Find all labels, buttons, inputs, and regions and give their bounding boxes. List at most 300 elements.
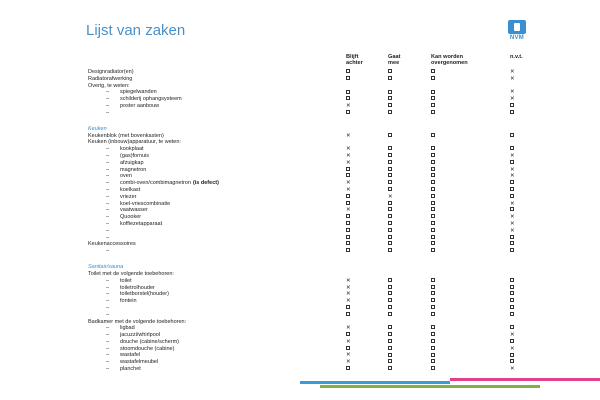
empty-checkbox[interactable] (510, 180, 514, 187)
empty-checkbox[interactable] (510, 305, 514, 312)
dash-marker: – (106, 332, 110, 339)
list-row (88, 241, 528, 248)
dash-marker: – (106, 146, 110, 153)
empty-checkbox[interactable] (388, 339, 392, 346)
empty-checkbox[interactable] (388, 153, 392, 160)
item-label-text: douche (cabine/scherm) (120, 338, 180, 345)
checked-checkbox[interactable]: ✕ (510, 173, 515, 180)
empty-checkbox[interactable] (431, 359, 435, 366)
list-item (88, 312, 528, 319)
empty-checkbox[interactable] (346, 241, 350, 248)
decorative-stripes (300, 372, 600, 392)
list-item (88, 89, 528, 96)
list-item (88, 194, 528, 201)
empty-checkbox[interactable] (510, 339, 514, 346)
item-label (120, 103, 159, 110)
empty-checkbox[interactable] (510, 241, 514, 248)
empty-checkbox[interactable] (388, 180, 392, 187)
empty-checkbox[interactable] (431, 133, 435, 140)
list-item (88, 352, 528, 359)
list-item (88, 228, 528, 235)
item-label-text: spiegelwanden (120, 89, 157, 96)
dash-marker: – (106, 248, 110, 255)
item-label-text: Quooker (120, 214, 142, 221)
checked-checkbox[interactable]: ✕ (346, 284, 351, 291)
empty-checkbox[interactable] (388, 76, 392, 83)
empty-checkbox[interactable] (431, 291, 435, 298)
list-item (88, 207, 528, 214)
column-header-nvt (510, 54, 523, 60)
list-item (88, 298, 528, 305)
list-item (88, 110, 528, 117)
empty-checkbox[interactable] (346, 248, 350, 255)
empty-checkbox[interactable] (431, 241, 435, 248)
empty-checkbox[interactable] (510, 207, 514, 214)
empty-checkbox[interactable] (510, 359, 514, 366)
spacer (88, 117, 528, 126)
item-label (120, 298, 137, 305)
checked-checkbox[interactable]: ✕ (510, 89, 515, 96)
list-item (88, 103, 528, 110)
dash-marker: – (106, 159, 110, 166)
item-label-text: planchet (120, 366, 141, 373)
empty-checkbox[interactable] (346, 332, 350, 339)
empty-checkbox[interactable] (388, 173, 392, 180)
item-label (120, 325, 135, 332)
empty-checkbox[interactable] (388, 221, 392, 228)
dash-marker: – (106, 207, 110, 214)
dash-marker: – (106, 166, 110, 173)
dash-marker: – (106, 96, 110, 103)
column-header-kan-worden-overgenomen (431, 54, 468, 67)
column-header-line: Gaat (388, 54, 401, 60)
item-label (120, 221, 162, 228)
item-label (88, 83, 130, 90)
empty-checkbox[interactable] (346, 201, 350, 208)
list-item (88, 235, 528, 242)
item-label (120, 201, 170, 208)
empty-checkbox[interactable] (388, 305, 392, 312)
item-label (120, 187, 140, 194)
dash-marker: – (106, 109, 110, 116)
item-label-text: oven (120, 173, 132, 180)
item-label-text: vriezer (120, 193, 137, 200)
item-label-text: wastafel (120, 352, 141, 359)
empty-checkbox[interactable] (388, 298, 392, 305)
empty-checkbox[interactable] (510, 352, 514, 359)
item-label-text: kookplaat (120, 146, 144, 153)
empty-checkbox[interactable] (431, 146, 435, 153)
dash-marker: – (106, 352, 110, 359)
list-item (88, 167, 528, 174)
empty-checkbox[interactable] (431, 285, 435, 292)
list-item (88, 346, 528, 353)
empty-checkbox[interactable] (388, 325, 392, 332)
empty-checkbox[interactable] (431, 332, 435, 339)
item-label (120, 339, 179, 346)
empty-checkbox[interactable] (388, 285, 392, 292)
checked-checkbox[interactable]: ✕ (510, 152, 515, 159)
list-row (88, 139, 528, 146)
empty-checkbox[interactable] (510, 160, 514, 167)
list-item (88, 278, 528, 285)
item-label (88, 139, 181, 146)
column-header-line: achter (346, 60, 363, 67)
item-label-text: vaatwasser (120, 207, 148, 214)
empty-checkbox[interactable] (388, 187, 392, 194)
empty-checkbox[interactable] (510, 103, 514, 110)
list-item (88, 160, 528, 167)
checked-checkbox[interactable]: ✕ (510, 345, 515, 352)
checked-checkbox[interactable]: ✕ (346, 186, 351, 193)
empty-checkbox[interactable] (388, 96, 392, 103)
empty-checkbox[interactable] (431, 352, 435, 359)
checked-checkbox[interactable]: ✕ (510, 220, 515, 227)
checked-checkbox[interactable]: ✕ (510, 227, 515, 234)
nvm-logo (508, 20, 526, 41)
empty-checkbox[interactable] (388, 359, 392, 366)
checked-checkbox[interactable]: ✕ (346, 180, 351, 187)
item-label (88, 319, 186, 326)
empty-checkbox[interactable] (431, 278, 435, 285)
empty-checkbox[interactable] (431, 180, 435, 187)
item-label-text: stoomdouche (cabine) (120, 345, 175, 352)
item-label (120, 207, 148, 214)
item-label (88, 271, 174, 278)
list-item (88, 187, 528, 194)
dash-marker: – (106, 193, 110, 200)
checked-checkbox[interactable]: ✕ (510, 69, 515, 75)
empty-checkbox[interactable] (431, 160, 435, 167)
empty-checkbox[interactable] (431, 325, 435, 332)
empty-checkbox[interactable] (431, 167, 435, 174)
dash-marker: – (106, 298, 110, 305)
empty-checkbox[interactable] (388, 89, 392, 96)
empty-checkbox[interactable] (388, 241, 392, 248)
item-label-text: jacuzzi/whirlpool (120, 332, 161, 339)
item-label (88, 69, 134, 76)
empty-checkbox[interactable] (388, 312, 392, 319)
empty-checkbox[interactable] (388, 332, 392, 339)
item-label-note: (is defect) (192, 180, 219, 187)
column-header-line: Kan worden (431, 54, 464, 60)
dash-marker: – (106, 338, 110, 345)
empty-checkbox[interactable] (510, 325, 514, 332)
item-label-text: (gas)fornuis (120, 152, 150, 159)
empty-checkbox[interactable] (388, 248, 392, 255)
empty-checkbox[interactable] (346, 346, 350, 353)
item-label-text: afzuigkap (120, 159, 144, 166)
dash-marker: – (106, 227, 110, 234)
list-item (88, 359, 528, 366)
dash-marker: – (106, 152, 110, 159)
item-label-text: Designradiator(en) (88, 69, 134, 75)
empty-checkbox[interactable] (431, 69, 435, 76)
empty-checkbox[interactable] (431, 214, 435, 221)
item-label (120, 359, 158, 366)
item-label (120, 89, 157, 96)
empty-checkbox[interactable] (431, 187, 435, 194)
empty-checkbox[interactable] (510, 235, 514, 242)
checked-checkbox[interactable]: ✕ (346, 102, 351, 109)
item-label (120, 366, 141, 373)
empty-checkbox[interactable] (431, 89, 435, 96)
list-item (88, 201, 528, 208)
empty-checkbox[interactable] (388, 167, 392, 174)
item-label-text: Keukenblok (met bovenkasten) (88, 132, 164, 139)
list-row (88, 319, 528, 326)
empty-checkbox[interactable] (388, 103, 392, 110)
checklist (88, 69, 528, 373)
empty-checkbox[interactable] (431, 339, 435, 346)
item-label-text: schilderij ophangsysteem (120, 96, 182, 103)
empty-checkbox[interactable] (510, 146, 514, 153)
checked-checkbox[interactable]: ✕ (510, 366, 515, 373)
dash-marker: – (106, 220, 110, 227)
empty-checkbox[interactable] (346, 221, 350, 228)
empty-checkbox[interactable] (431, 110, 435, 117)
empty-checkbox[interactable] (510, 133, 514, 140)
checked-checkbox[interactable]: ✕ (346, 146, 351, 153)
list-row (88, 69, 528, 76)
item-label (120, 346, 174, 353)
column-header-line: mee (388, 60, 400, 67)
empty-checkbox[interactable] (388, 228, 392, 235)
item-label (88, 76, 132, 83)
column-header-line: overgenomen (431, 60, 468, 67)
column-header-line: Blijft (346, 54, 359, 60)
list-row (88, 271, 528, 278)
nvm-logo-text: NVM (509, 35, 525, 41)
empty-checkbox[interactable] (346, 76, 350, 83)
empty-checkbox[interactable] (388, 291, 392, 298)
nvm-house-icon (508, 20, 526, 34)
empty-checkbox[interactable] (431, 76, 435, 83)
page-title: Lijst van zaken (86, 22, 186, 39)
checked-checkbox[interactable]: ✕ (346, 291, 351, 298)
item-label-text: poster aanbouw (120, 102, 160, 109)
empty-checkbox[interactable] (510, 278, 514, 285)
item-label-text: koelkast (120, 186, 141, 193)
empty-checkbox[interactable] (510, 194, 514, 201)
checked-checkbox[interactable]: ✕ (346, 152, 351, 159)
item-label (120, 160, 144, 167)
dash-marker: – (106, 186, 110, 193)
empty-checkbox[interactable] (388, 207, 392, 214)
empty-checkbox[interactable] (431, 298, 435, 305)
item-label (120, 146, 144, 153)
empty-checkbox[interactable] (431, 346, 435, 353)
dash-marker: – (106, 325, 110, 332)
list-item (88, 291, 528, 298)
dash-marker: – (106, 284, 110, 291)
item-label (120, 278, 132, 285)
dash-marker: – (106, 311, 110, 318)
checked-checkbox[interactable]: ✕ (510, 166, 515, 173)
item-label (120, 173, 132, 180)
dash-marker: – (106, 359, 110, 366)
checked-checkbox[interactable]: ✕ (510, 214, 515, 221)
item-label-text: Overig, te weten: (88, 82, 130, 89)
dash-marker: – (106, 304, 110, 311)
empty-checkbox[interactable] (510, 285, 514, 292)
checked-checkbox[interactable]: ✕ (510, 332, 515, 339)
empty-checkbox[interactable] (388, 133, 392, 140)
item-label-text: magnetron (120, 166, 147, 173)
checked-checkbox[interactable]: ✕ (510, 75, 515, 82)
empty-checkbox[interactable] (431, 103, 435, 110)
empty-checkbox[interactable] (346, 305, 350, 312)
empty-checkbox[interactable] (431, 312, 435, 319)
checked-checkbox[interactable]: ✕ (346, 325, 351, 332)
checked-checkbox[interactable]: ✕ (346, 338, 351, 345)
empty-checkbox[interactable] (346, 69, 350, 76)
item-label-text: combi-oven/combimagnetron (120, 180, 191, 187)
empty-checkbox[interactable] (431, 173, 435, 180)
dash-marker: – (106, 345, 110, 352)
checked-checkbox[interactable]: ✕ (510, 96, 515, 103)
stripe-blue (300, 381, 450, 384)
item-label (120, 153, 149, 160)
empty-checkbox[interactable] (346, 89, 350, 96)
item-label (120, 291, 169, 298)
column-header-line: n.v.t. (510, 54, 523, 60)
empty-checkbox[interactable] (431, 194, 435, 201)
item-label-text: toilet (120, 277, 132, 284)
empty-checkbox[interactable] (346, 96, 350, 103)
spacer (88, 255, 528, 264)
item-label (120, 214, 141, 221)
empty-checkbox[interactable] (388, 146, 392, 153)
item-label-text: Keuken (inbouw)apparatuur, te weten: (88, 139, 181, 146)
checked-checkbox[interactable]: ✕ (346, 132, 351, 139)
item-label-text: koel-vriescombinatie (120, 200, 171, 207)
checked-checkbox[interactable]: ✕ (346, 359, 351, 366)
list-item (88, 153, 528, 160)
item-label-text: Badkamer met de volgende toebehoren: (88, 318, 187, 325)
item-label-text: Keukenaccessoires (88, 241, 136, 248)
empty-checkbox[interactable] (346, 228, 350, 235)
empty-checkbox[interactable] (346, 173, 350, 180)
checked-checkbox[interactable]: ✕ (388, 193, 393, 200)
empty-checkbox[interactable] (431, 201, 435, 208)
list-item (88, 96, 528, 103)
empty-checkbox[interactable] (431, 305, 435, 312)
section-heading: Sanitair/sauna (88, 263, 124, 270)
empty-checkbox[interactable] (431, 248, 435, 255)
section-heading: Keuken (88, 125, 107, 132)
dash-marker: – (106, 234, 110, 241)
checked-checkbox[interactable]: ✕ (510, 200, 515, 207)
empty-checkbox[interactable] (431, 207, 435, 214)
list-item (88, 248, 528, 255)
empty-checkbox[interactable] (431, 96, 435, 103)
checked-checkbox[interactable]: ✕ (346, 159, 351, 166)
dash-marker: – (106, 173, 110, 180)
empty-checkbox[interactable] (388, 214, 392, 221)
empty-checkbox[interactable] (388, 160, 392, 167)
empty-checkbox[interactable] (346, 194, 350, 201)
item-label-text: toiletborstel(houder) (120, 291, 169, 298)
empty-checkbox[interactable] (388, 235, 392, 242)
dash-marker: – (106, 291, 110, 298)
empty-checkbox[interactable] (510, 248, 514, 255)
item-label-text: toiletrolhouder (120, 284, 155, 291)
list-row (88, 76, 528, 83)
list-item (88, 339, 528, 346)
empty-checkbox[interactable] (388, 278, 392, 285)
item-label-text: wastafelmeubel (120, 359, 159, 366)
list-item (88, 332, 528, 339)
dash-marker: – (106, 180, 110, 187)
column-header-blijft-achter (346, 54, 363, 67)
item-label (120, 194, 137, 201)
empty-checkbox[interactable] (510, 298, 514, 305)
list-item (88, 146, 528, 153)
empty-checkbox[interactable] (388, 201, 392, 208)
list-item (88, 285, 528, 292)
item-label (88, 241, 136, 248)
list-row (88, 133, 528, 140)
empty-checkbox[interactable] (431, 153, 435, 160)
empty-checkbox[interactable] (388, 352, 392, 359)
list-item (88, 221, 528, 228)
empty-checkbox[interactable] (388, 346, 392, 353)
empty-checkbox[interactable] (431, 228, 435, 235)
empty-checkbox[interactable] (388, 69, 392, 76)
item-label-text: Radiatorafwerking (88, 75, 133, 82)
stripe-green (320, 385, 540, 388)
item-label (88, 133, 164, 140)
list-item (88, 325, 528, 332)
column-header-gaat-mee (388, 54, 400, 67)
dash-marker: – (106, 277, 110, 284)
empty-checkbox[interactable] (346, 214, 350, 221)
item-label-text: koffiezetapparaat (120, 220, 163, 227)
item-label (120, 352, 140, 359)
item-label (120, 180, 219, 187)
item-label (120, 96, 182, 103)
dash-marker: – (106, 89, 110, 96)
checked-checkbox[interactable]: ✕ (346, 352, 351, 359)
empty-checkbox[interactable] (510, 187, 514, 194)
item-label-text: Toilet met de volgende toebehoren: (88, 270, 174, 277)
empty-checkbox[interactable] (510, 291, 514, 298)
empty-checkbox[interactable] (346, 110, 350, 117)
checked-checkbox[interactable]: ✕ (346, 207, 351, 214)
dash-marker: – (106, 214, 110, 221)
item-label (120, 285, 155, 292)
stripe-pink (450, 378, 600, 381)
empty-checkbox[interactable] (510, 312, 514, 319)
list-item (88, 173, 528, 180)
empty-checkbox[interactable] (510, 110, 514, 117)
empty-checkbox[interactable] (431, 235, 435, 242)
list-item (88, 180, 528, 187)
empty-checkbox[interactable] (431, 221, 435, 228)
item-label (120, 167, 146, 174)
empty-checkbox[interactable] (346, 312, 350, 319)
dash-marker: – (106, 200, 110, 207)
checked-checkbox[interactable]: ✕ (346, 298, 351, 305)
item-label-text: fontein (120, 298, 137, 305)
checked-checkbox[interactable]: ✕ (346, 277, 351, 284)
empty-checkbox[interactable] (388, 110, 392, 117)
item-label-text: ligbad (120, 325, 135, 332)
list-item (88, 214, 528, 221)
empty-checkbox[interactable] (346, 235, 350, 242)
empty-checkbox[interactable] (346, 167, 350, 174)
